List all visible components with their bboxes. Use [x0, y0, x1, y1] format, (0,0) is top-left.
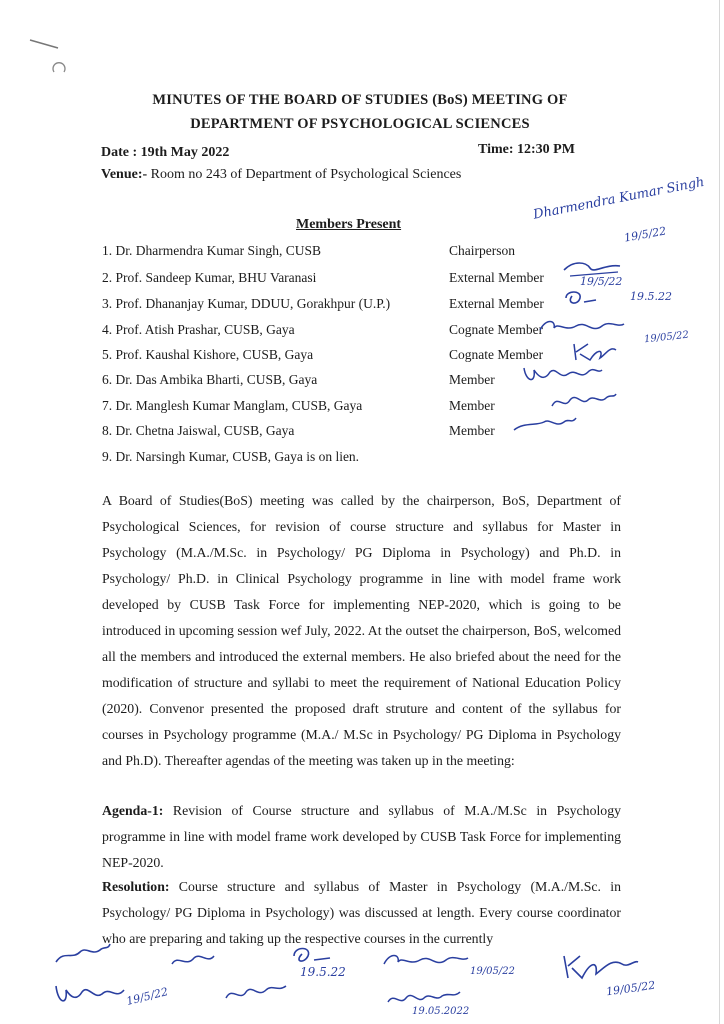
member3-signature-date: 19.5.22 [630, 290, 672, 303]
venue-label: Venue:- [101, 167, 148, 182]
member-role: Chairperson [449, 243, 515, 258]
agenda-paragraph [102, 798, 621, 876]
member6-signature-icon [520, 362, 604, 388]
member-role: Member [449, 398, 495, 413]
bottom-signature-4-icon [222, 978, 292, 1008]
member-role: External Member [449, 296, 544, 311]
page-title-line1: MINUTES OF THE BOARD OF STUDIES (BoS) MEETING OF [152, 92, 568, 108]
chair-signature-date: 19/5/22 [623, 224, 668, 245]
date-label: Date : [101, 145, 138, 160]
agenda-text: Revision of Course structure and syllabus of M.A./M.Sc in Psychology programme in line with model frame work developed by CUSB Task Force for implementing NEP-2020. [102, 803, 621, 870]
bottom-signature-1-icon [52, 940, 112, 970]
member-name: 4. Prof. Atish Prashar, CUSB, Gaya [102, 322, 295, 337]
member7-signature-icon [548, 388, 618, 414]
meeting-time [478, 142, 575, 158]
member-role: Member [449, 372, 495, 387]
date-value: 19th May 2022 [140, 145, 230, 160]
member-name: 7. Dr. Manglesh Kumar Manglam, CUSB, Gaya [102, 398, 363, 413]
member4-signature-date: 19/05/22 [643, 329, 690, 346]
members-heading: Members Present [296, 217, 402, 232]
member-name: 2. Prof. Sandeep Kumar, BHU Varanasi [102, 270, 317, 285]
bottom-date-4: 19.05.2022 [412, 1006, 470, 1017]
member-name: 3. Prof. Dhananjay Kumar, DDUU, Gorakhpur (U.P.) [102, 296, 391, 311]
bottom-signature-6-icon [380, 950, 470, 972]
meeting-venue [101, 167, 461, 183]
bottom-date-2: 19.5.22 [300, 965, 346, 979]
agenda-label: Agenda-1: [102, 803, 164, 818]
resolution-paragraph [102, 874, 621, 952]
member-role: Cognate Member [449, 322, 544, 337]
bottom-signature-7-icon [384, 986, 464, 1008]
resolution-label: Resolution: [102, 879, 170, 894]
bottom-signature-3-icon [168, 950, 218, 972]
time-value: 12:30 PM [517, 142, 575, 157]
bottom-date-5: 19/05/22 [605, 978, 657, 999]
time-label: Time: [478, 142, 514, 157]
member-name: 5. Prof. Kaushal Kishore, CUSB, Gaya [102, 347, 314, 362]
page-edge [719, 0, 720, 1024]
member-role: Cognate Member [449, 347, 544, 362]
member-role: External Member [449, 270, 544, 285]
bottom-signature-8-icon [560, 952, 640, 982]
bottom-date-3: 19/05/22 [470, 966, 515, 977]
intro-paragraph: A Board of Studies(BoS) meeting was called by the chairperson, BoS, Department of Psychological Sciences, for revision of course structure and syllabus for Master in Psychology (M.A./M.Sc. in Psychology/ PG Diploma in Psychology) and Ph.D. in Psychology/ Ph.D. in Clinical Psychology programme in line with model frame work developed by CUSB Task Force for implementing NEP-2020, which is going to be introduced in upcoming session wef July, 2022. At the outset the chairperson, BoS, welcomed all the members and introduced the external members. He also briefed about the need for the modification of structure and syllabi to meet the requirement of National Education Policy (2020). Convenor presented the proposed draft struture and content of the syllabus for courses in Psychology programme (M.A./ M.Sc in Psychology/ PG Diploma in Psychology and Ph.D). Thereafter agendas of the meeting was taken up in the meeting: [102, 493, 621, 768]
bottom-signature-2-icon [52, 978, 132, 1010]
resolution-text: Course structure and syllabus of Master in Psychology (M.A./M.Sc. in Psychology/ PG Diploma in Psychology) was discussed at length. Every course coordinator who are preparing and taking up the respective courses in the currently [102, 879, 621, 946]
member-name: 8. Dr. Chetna Jaiswal, CUSB, Gaya [102, 423, 295, 438]
member-name: 6. Dr. Das Ambika Bharti, CUSB, Gaya [102, 372, 318, 387]
member2-signature-date: 19/5/22 [580, 275, 623, 288]
member-role: Member [449, 423, 495, 438]
member3-signature-icon [562, 288, 598, 308]
bottom-date-1: 19/5/22 [125, 985, 170, 1008]
member-name: 1. Dr. Dharmendra Kumar Singh, CUSB [102, 243, 321, 258]
page-title-line2: DEPARTMENT OF PSYCHOLOGICAL SCIENCES [190, 116, 530, 132]
member4-signature-icon [536, 316, 626, 338]
meeting-date [101, 145, 229, 161]
bottom-signature-5-icon [290, 944, 334, 968]
venue-value: Room no 243 of Department of Psychological Sciences [150, 167, 462, 182]
chair-signature: Dharmendra Kumar Singh [532, 174, 706, 223]
member8-signature-icon [510, 412, 580, 436]
member-name: 9. Dr. Narsingh Kumar, CUSB, Gaya is on lien. [102, 449, 360, 464]
scan-mark-icon [28, 36, 68, 86]
